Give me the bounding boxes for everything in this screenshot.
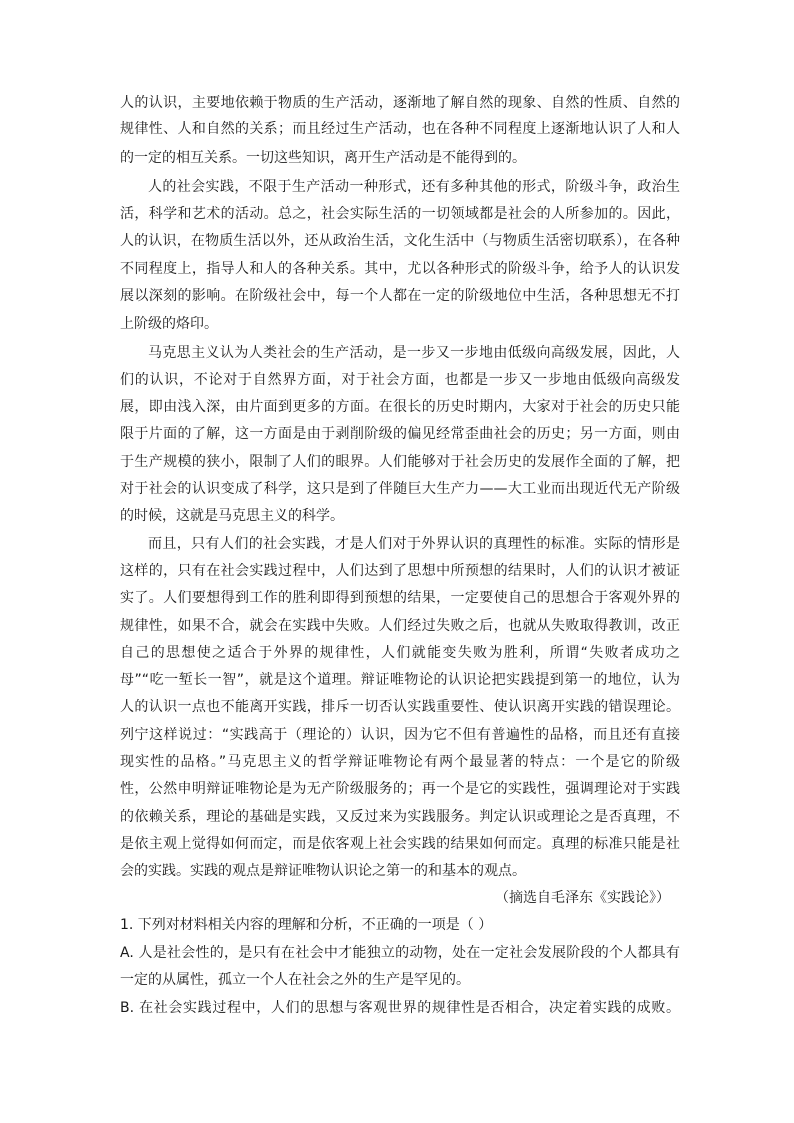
question-1-option-a-line-1: A. 人是社会性的，是只有在社会中才能独立的动物，处在一定社会发展阶段的个人都具有 [120,945,680,961]
paragraph-4-line-10: 性，公然申明辩证唯物论是为无产阶级服务的；再一个是它的实践性，强调理论对于实践 [120,781,680,797]
paragraph-4-line-4: 规律性，如果不合，就会在实践中失败。人们经过失败之后，也就从失败取得教训，改正 [120,618,680,634]
question-1-option-b: B. 在社会实践过程中，人们的思想与客观世界的规律性是否相合，决定着实践的成败。 [120,1000,680,1016]
paragraph-4-line-1: 而且，只有人们的社会实践，才是人们对于外界认识的真理性的标准。实际的情形是 [148,536,680,552]
paragraph-3-line-5: 于生产规模的狭小，限制了人们的眼界。人们能够对于社会历史的发展作全面的了解，把 [120,454,680,470]
paragraph-3-line-6: 对于社会的认识变成了科学，这只是到了伴随巨大生产力——大工业而出现近代无产阶级 [120,481,680,497]
paragraph-1-line-1: 人的认识，主要地依赖于物质的生产活动，逐渐地了解自然的现象、自然的性质、自然的 [120,95,680,111]
paragraph-3-line-1: 马克思主义认为人类社会的生产活动，是一步又一步地由低级向高级发展，因此，人 [148,345,680,361]
paragraph-3-line-7: 的时候，这就是马克思主义的科学。 [120,508,344,524]
paragraph-4-line-13: 会的实践。实践的观点是辩证唯物认识论之第一的和基本的观点。 [120,863,526,879]
paragraph-4-line-5: 自己的思想使之适合于外界的规律性，人们就能变失败为胜利，所谓“失败者成功之 [120,645,680,661]
paragraph-4-line-12: 是依主观上觉得如何而定，而是依客观上社会实践的结果如何而定。真理的标准只能是社 [120,836,680,852]
paragraph-1-line-2: 规律性、人和自然的关系；而且经过生产活动，也在各种不同程度上逐渐地认识了人和人 [120,121,680,137]
paragraph-2-line-2: 活，科学和艺术的活动。总之，社会实际生活的一切领域都是社会的人所参加的。因此， [120,206,680,222]
paragraph-2-line-6: 上阶级的烙印。 [120,316,218,332]
question-1-stem: 1. 下列对材料相关内容的理解和分析，不正确的一项是（ ） [120,917,493,933]
paragraph-4-line-6: 母”“吃一堑长一智”，就是这个道理。辩证唯物论的认识论把实践提到第一的地位，认为 [120,672,680,688]
paragraph-2-line-1: 人的社会实践，不限于生产活动一种形式，还有多种其他的形式，阶级斗争，政治生 [148,179,680,195]
paragraph-3-line-3: 展，即由浅入深，由片面到更多的方面。在很长的历史时期内，大家对于社会的历史只能 [120,399,680,415]
source-attribution: （摘选自毛泽东《实践论》） [495,890,670,906]
paragraph-1-line-3: 的一定的相互关系。一切这些知识，离开生产活动是不能得到的。 [120,150,526,166]
paragraph-2-line-5: 展以深刻的影响。在阶级社会中，每一个人都在一定的阶级地位中生活，各种思想无不打 [120,288,680,304]
paragraph-3-line-4: 限于片面的了解，这一方面是由于剥削阶级的偏见经常歪曲社会的历史；另一方面，则由 [120,426,680,442]
paragraph-4-line-3: 实了。人们要想得到工作的胜利即得到预想的结果，一定要使自己的思想合于客观外界的 [120,590,680,606]
paragraph-4-line-11: 的依赖关系，理论的基础是实践，又反过来为实践服务。判定认识或理论之是否真理，不 [120,809,680,825]
paragraph-4-line-2: 这样的，只有在社会实践过程中，人们达到了思想中所预想的结果时，人们的认识才被证 [120,563,680,579]
paragraph-4-line-7: 人的认识一点也不能离开实践，排斥一切否认实践重要性、使认识离开实践的错误理论。 [120,699,680,715]
paragraph-3-line-2: 们的认识，不论对于自然界方面，对于社会方面，也都是一步又一步地由低级向高级发 [120,372,680,388]
question-1-option-a-line-2: 一定的从属性，孤立一个人在社会之外的生产是罕见的。 [120,972,470,988]
paragraph-2-line-3: 人的认识，在物质生活以外，还从政治生活，文化生活中（与物质生活密切联系），在各种 [120,233,680,249]
paragraph-4-line-8: 列宁这样说过：“实践高于（理论的）认识，因为它不但有普遍性的品格，而且还有直接 [120,727,680,743]
paragraph-2-line-4: 不同程度上，指导人和人的各种关系。其中，尤以各种形式的阶级斗争，给予人的认识发 [120,261,680,277]
paragraph-4-line-9: 现实性的品格。”马克思主义的哲学辩证唯物论有两个最显著的特点：一个是它的阶级 [120,754,680,770]
